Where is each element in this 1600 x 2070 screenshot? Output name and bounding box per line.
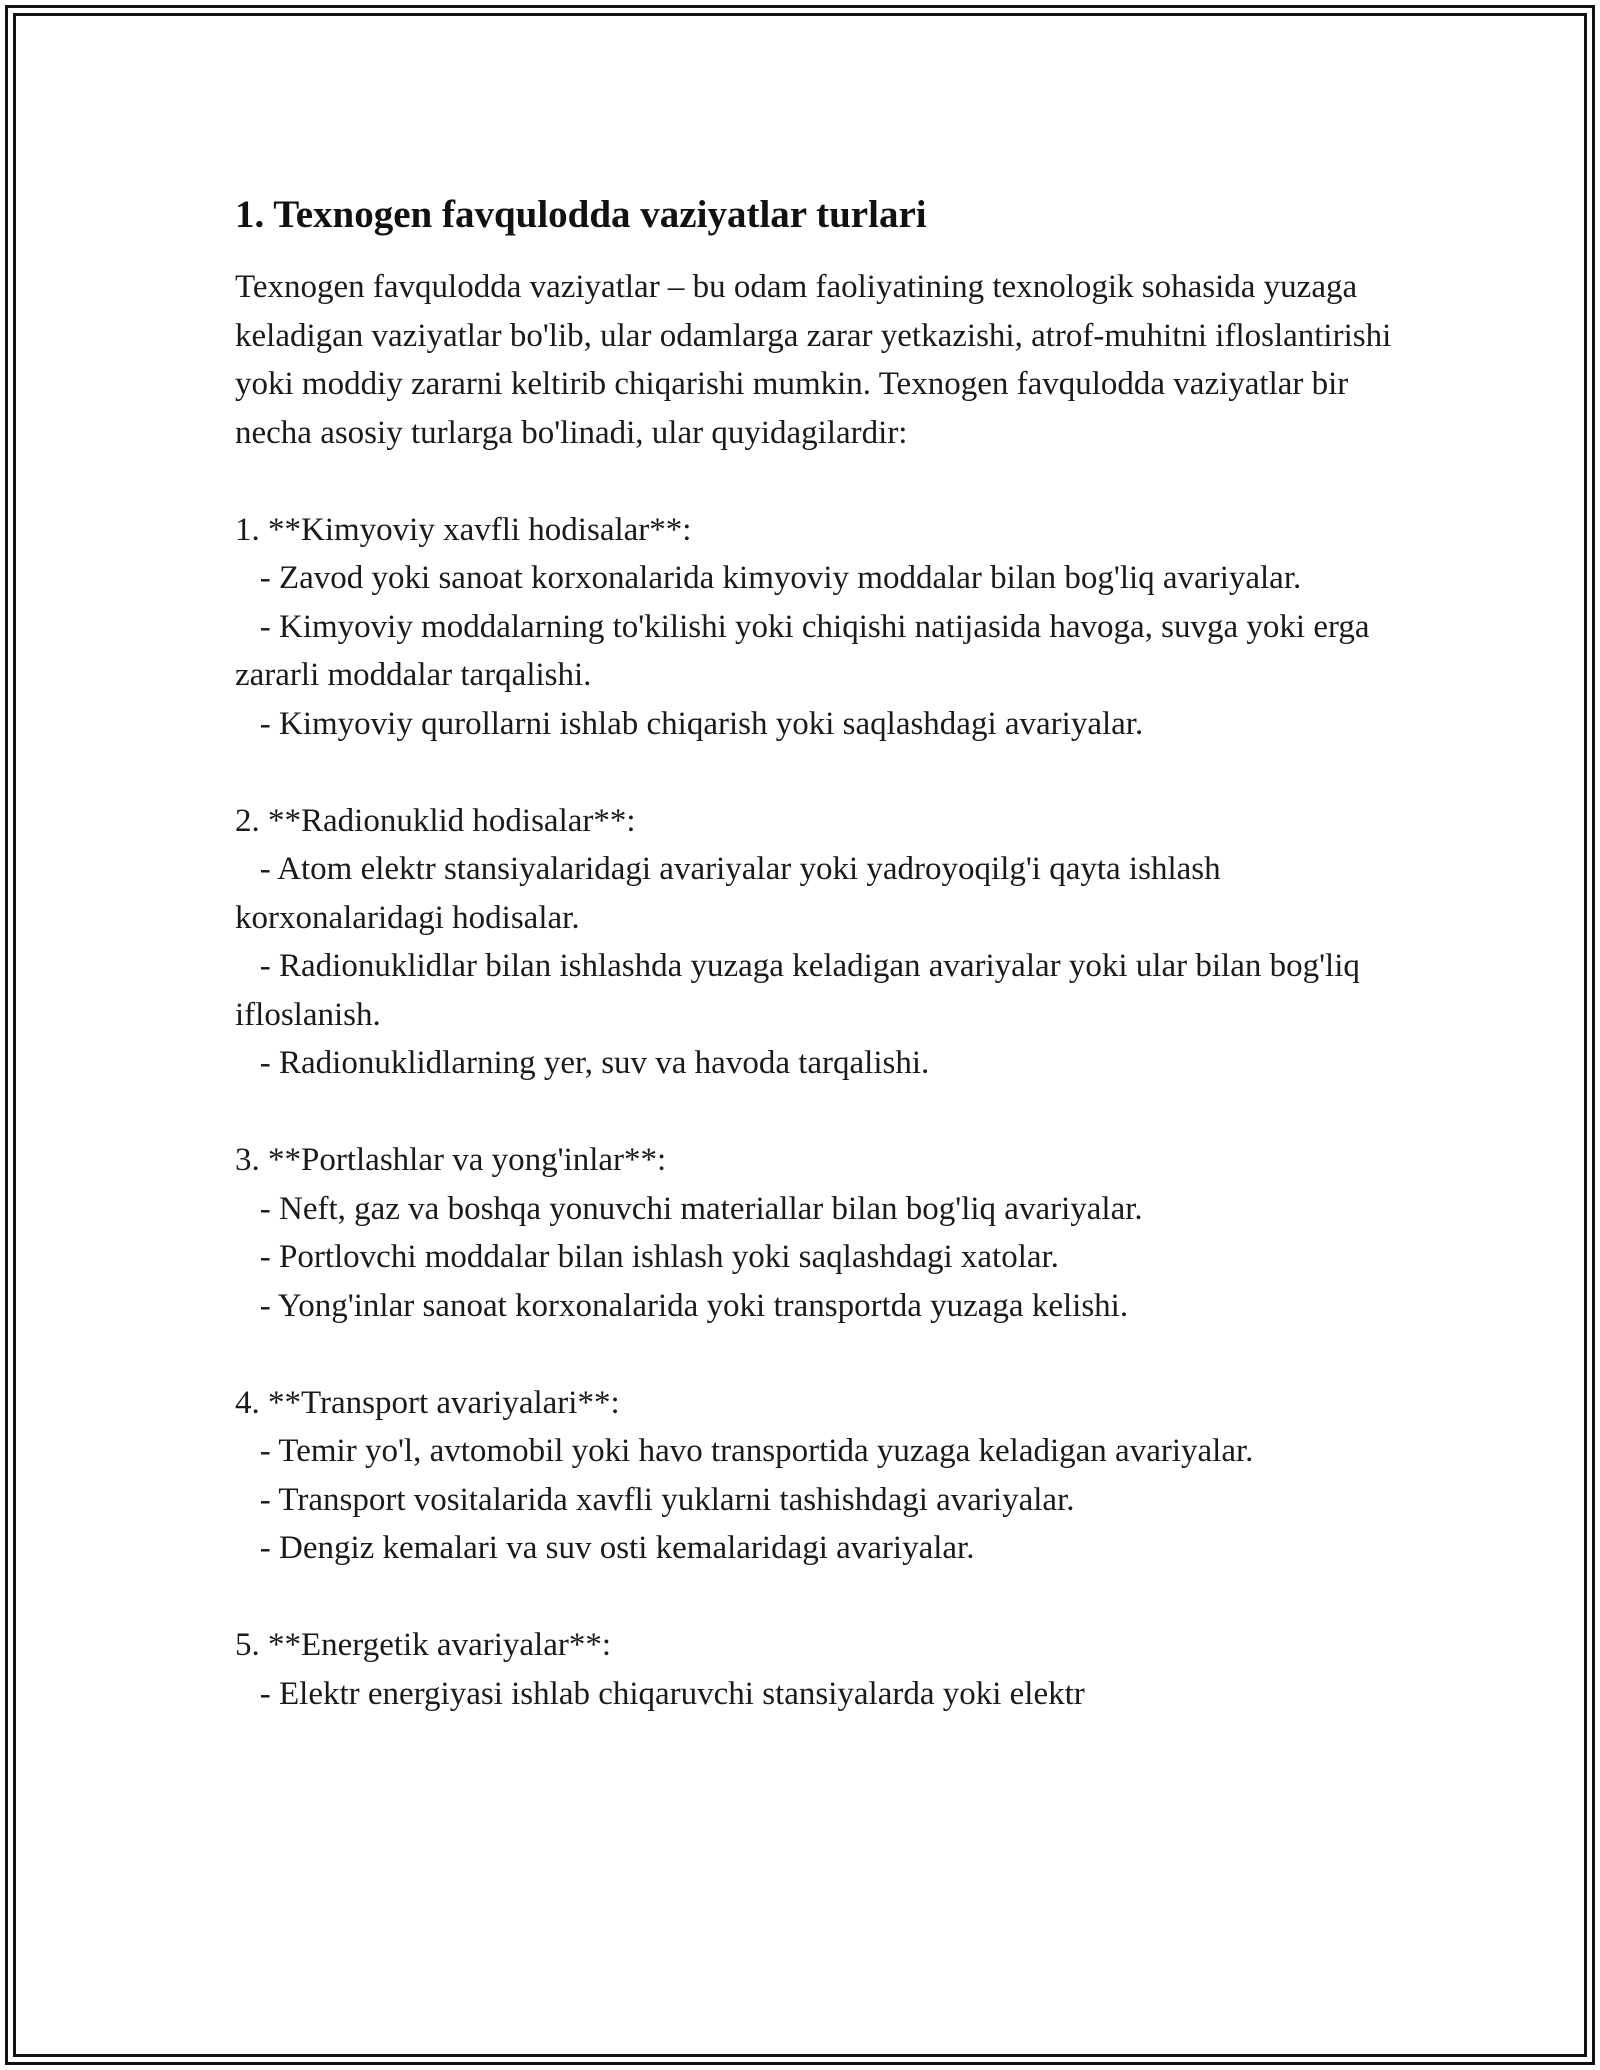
list-item: - Radionuklidlarning yer, suv va havoda tarqalishi. (235, 1045, 930, 1081)
section-explosions-fires (235, 1136, 1395, 1330)
section-energy (235, 1621, 1395, 1718)
list-item: - Transport vositalarida xavfli yuklarni tashishdagi avariyalar. (235, 1481, 1075, 1518)
list-item: - Temir yo'l, avtomobil yoki havo transportida yuzaga keladigan avariyalar. (235, 1433, 1254, 1469)
section-title: 2. **Radionuklid hodisalar**: (235, 802, 636, 839)
section-title: 5. **Energetik avariyalar**: (235, 1627, 612, 1663)
list-item: - Portlovchi moddalar bilan ishlash yoki saqlashdagi xatolar. (235, 1239, 1059, 1275)
section-chemical (235, 506, 1395, 749)
list-item: - Atom elektr stansiyalaridagi avariyalar yoki yadroyoqilg'i qayta ishlash korxonalaridagi hodisalar. (235, 851, 1229, 936)
section-radionuclide (235, 797, 1395, 1088)
list-item: - Neft, gaz va boshqa yonuvchi materiallar bilan bog'liq avariyalar. (235, 1190, 1143, 1227)
list-item: - Zavod yoki sanoat korxonalarida kimyoviy moddalar bilan bog'liq avariyalar. (235, 560, 1302, 596)
list-item: - Yong'inlar sanoat korxonalarida yoki transportda yuzaga kelishi. (235, 1287, 1129, 1324)
section-title: 3. **Portlashlar va yong'inlar**: (235, 1142, 667, 1178)
list-item: - Elektr energiyasi ishlab chiqaruvchi stansiyalarda yoki elektr (235, 1675, 1085, 1712)
list-item: - Dengiz kemalari va suv osti kemalaridagi avariyalar. (235, 1530, 975, 1566)
list-item: - Radionuklidlar bilan ishlashda yuzaga keladigan avariyalar yoki ular bilan bog'liq ifloslanish. (235, 948, 1369, 1033)
document-heading: 1. Texnogen favqulodda vaziyatlar turlari (235, 193, 927, 236)
list-item: - Kimyoviy qurollarni ishlab chiqarish yoki saqlashdagi avariyalar. (235, 705, 1144, 742)
list-item: - Kimyoviy moddalarning to'kilishi yoki chiqishi natijasida havoga, suvga yoki erga zararli moddalar tarqalishi. (235, 608, 1378, 693)
section-transport (235, 1379, 1395, 1573)
intro-paragraph: Texnogen favqulodda vaziyatlar – bu odam faoliyatining texnologik sohasida yuzaga keladigan vaziyatlar bo'lib, ular odamlarga zarar yetkazishi, atrof-muhitni ifloslantirishi yoki moddiy zararni keltirib chiqarishi mumkin. Texnogen favqulodda vaziyatlar bir necha asosiy turlarga bo'linadi, ular quyidagilardir: (235, 269, 1400, 451)
section-title: 4. **Transport avariyalari**: (235, 1384, 620, 1421)
section-title: 1. **Kimyoviy xavfli hodisalar**: (235, 511, 692, 548)
document-body (235, 185, 1400, 1718)
